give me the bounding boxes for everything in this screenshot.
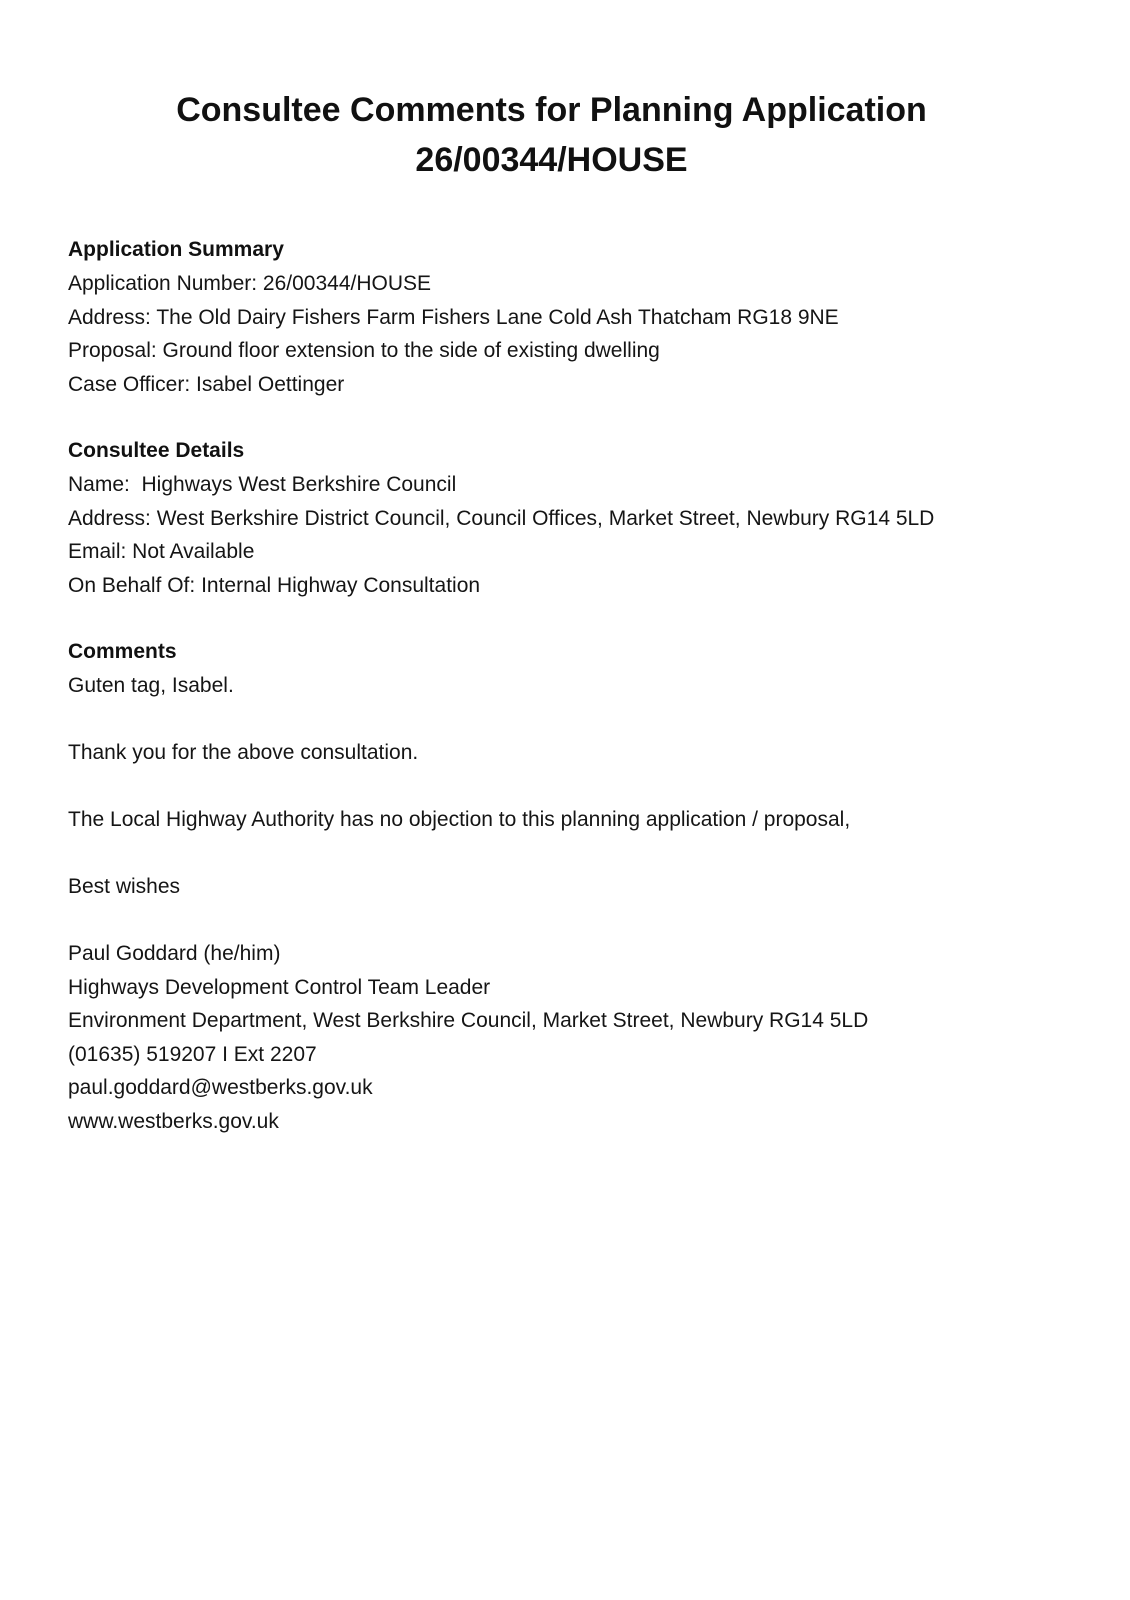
section-comments	[68, 635, 1035, 1138]
consultee-email-line: Email: Not Available	[68, 540, 255, 563]
consultee-address-line: Address: West Berkshire District Council, Council Offices, Market Street, Newbury RG14 5LD	[68, 506, 935, 530]
signature-department-address: Environment Department, West Berkshire Council, Market Street, Newbury RG14 5LD	[68, 1009, 869, 1032]
application-summary-heading: Application Summary	[68, 238, 284, 261]
application-number-line: Application Number: 26/00344/HOUSE	[68, 272, 432, 295]
consultee-name-line: Name: Highways West Berkshire Council	[68, 473, 457, 496]
signature-name: Paul Goddard (he/him)	[68, 942, 281, 965]
comment-thanks: Thank you for the above consultation.	[68, 741, 419, 764]
application-address-line: Address: The Old Dairy Fishers Farm Fishers Lane Cold Ash Thatcham RG18 9NE	[68, 305, 839, 329]
signature-job-title: Highways Development Control Team Leader	[68, 975, 491, 999]
application-proposal-line: Proposal: Ground floor extension to the side of existing dwelling	[68, 339, 660, 362]
signature-website: www.westberks.gov.uk	[68, 1109, 279, 1133]
comment-closing: Best wishes	[68, 875, 181, 898]
signature-phone: (01635) 519207 I Ext 2207	[68, 1042, 317, 1066]
case-officer-line: Case Officer: Isabel Oettinger	[68, 372, 345, 396]
document-title-line1: Consultee Comments for Planning Application	[176, 91, 927, 129]
signature-email: paul.goddard@westberks.gov.uk	[68, 1076, 373, 1099]
document-title	[68, 85, 1035, 185]
comment-greeting: Guten tag, Isabel.	[68, 674, 234, 697]
consultee-on-behalf-of-line: On Behalf Of: Internal Highway Consultation	[68, 573, 481, 597]
comment-decision: The Local Highway Authority has no objection to this planning application / proposal,	[68, 808, 851, 831]
section-consultee-details	[68, 434, 1035, 602]
consultee-details-heading: Consultee Details	[68, 439, 245, 462]
document-title-line2: 26/00344/HOUSE	[415, 141, 688, 179]
comments-heading: Comments	[68, 640, 177, 663]
section-application-summary	[68, 233, 1035, 401]
